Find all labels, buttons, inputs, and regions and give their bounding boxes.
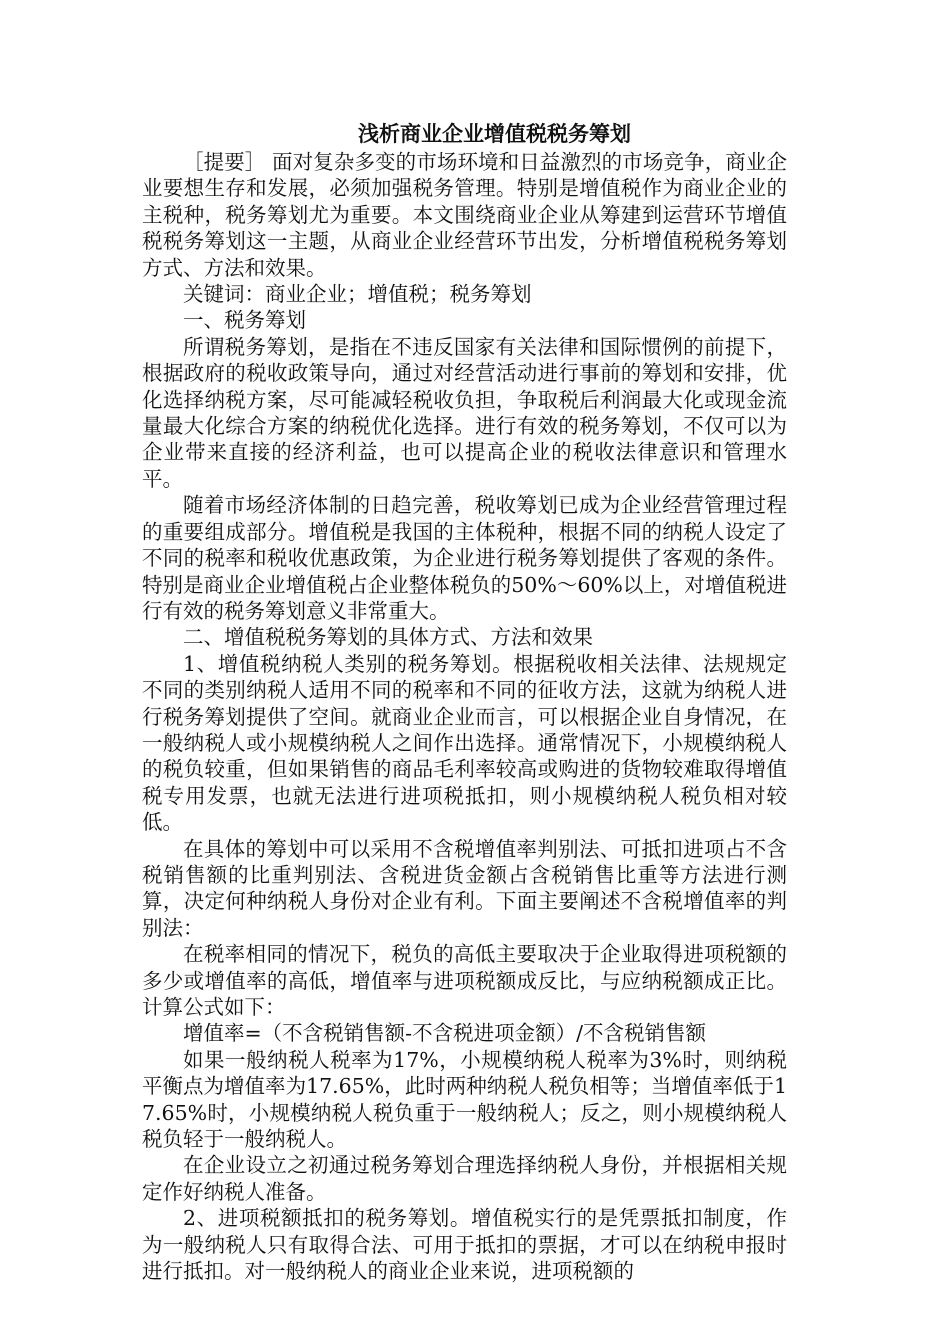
body-paragraph: 2、进项税额抵扣的税务筹划。增值税实行的是凭票抵扣制度，作为一般纳税人只有取得合法、可用于抵扣的票据，才可以在纳税申报时进行抵扣。对一般纳税人的商业企业来说，进项税额的 bbox=[142, 1206, 787, 1284]
formula-line: 增值率=（不含税销售额-不含税进项金额）/不含税销售额 bbox=[183, 1021, 707, 1046]
body-paragraph: 在企业设立之初通过税务筹划合理选择纳税人身份，并根据相关规定作好纳税人准备。 bbox=[142, 1153, 787, 1204]
body-paragraph: 1、增值税纳税人类别的税务筹划。根据税收相关法律、法规规定不同的类别纳税人适用不同的税率和不同的征收方法，这就为纳税人进行税务筹划提供了空间。就商业企业而言，可以根据企业自身情况，在一般纳税人或小规模纳税人之间作出选择。通常情况下，小规模纳税人的税负较重，但如果销售的商品毛利率较高或购进的货物较难取得增值税专用发票，也就无法进行进项税抵扣，则小规模纳税人税负相对较低。 bbox=[142, 651, 787, 835]
section-heading-1: 一、税务筹划 bbox=[183, 308, 306, 333]
body-paragraph: 如果一般纳税人税率为17%，小规模纳税人税率为3%时，则纳税平衡点为增值率为17.65%，此时两种纳税人税负相等；当增值率低于17.65%时，小规模纳税人税负重于一般纳税人；反之，则小规模纳税人税负轻于一般纳税人。 bbox=[142, 1047, 787, 1152]
section-heading-2: 二、增值税税务筹划的具体方式、方法和效果 bbox=[183, 625, 593, 650]
body-paragraph: 在具体的筹划中可以采用不含税增值率判别法、可抵扣进项占不含税销售额的比重判别法、含税进货金额占含税销售比重等方法进行测算，决定何种纳税人身份对企业有利。下面主要阐述不含税增值率的判别法： bbox=[142, 836, 787, 940]
document-title: 浅析商业企业增值税税务筹划 bbox=[358, 122, 631, 146]
body-paragraph: 在税率相同的情况下，税负的高低主要取决于企业取得进项税额的多少或增值率的高低，增值率与进项税额成反比，与应纳税额成正比。计算公式如下： bbox=[142, 942, 787, 1019]
document-body bbox=[142, 119, 787, 1284]
abstract-paragraph: ［提要］ 面对复杂多变的市场环境和日益激烈的市场竞争，商业企业要想生存和发展，必须加强税务管理。特别是增值税作为商业企业的主税种，税务筹划尤为重要。本文围绕商业企业从筹建到运营环节增值税税务筹划这一主题，从商业企业经营环节出发，分析增值税税务筹划方式、方法和效果。 bbox=[142, 150, 787, 280]
keywords-line: 关键词：商业企业；增值税；税务筹划 bbox=[183, 282, 532, 307]
body-paragraph: 所谓税务筹划，是指在不违反国家有关法律和国际惯例的前提下，根据政府的税收政策导向，通过对经营活动进行事前的筹划和安排，优化选择纳税方案，尽可能减轻税收负担，争取税后利润最大化或现金流量最大化综合方案的纳税优化选择。进行有效的税务筹划，不仅可以为企业带来直接的经济利益，也可以提高企业的税收法律意识和管理水平。 bbox=[142, 334, 787, 491]
body-paragraph: 随着市场经济体制的日趋完善，税收筹划已成为企业经营管理过程的重要组成部分。增值税是我国的主体税种，根据不同的纳税人设定了不同的税率和税收优惠政策，为企业进行税务筹划提供了客观的条件。特别是商业企业增值税占企业整体税负的50%～60%以上，对增值税进行有效的税务筹划意义非常重大。 bbox=[142, 493, 787, 623]
